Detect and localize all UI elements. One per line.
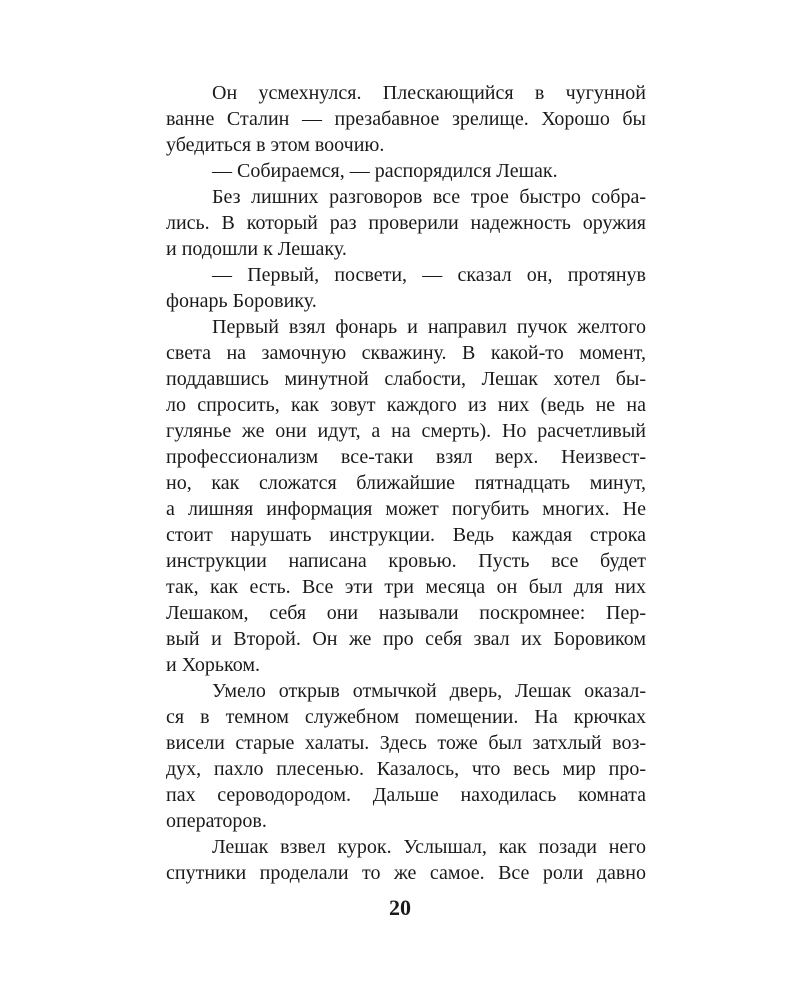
text-line: Без лишних разговоров все трое быстро собра- bbox=[212, 186, 646, 208]
text-line: инструкции написана кровью. Пусть все будет bbox=[166, 550, 646, 572]
text-line: пах сероводородом. Дальше находилась комната bbox=[166, 784, 646, 806]
text-line: света на замочную скважину. В какой-то момент, bbox=[166, 342, 646, 364]
text-line: и Хорьком. bbox=[166, 654, 260, 676]
text-line: ся в темном служебном помещении. На крючках bbox=[166, 706, 646, 728]
text-line: дух, пахло плесенью. Казалось, что весь мир про- bbox=[166, 758, 646, 780]
text-line: профессионализм все-таки взял верх. Неизвест- bbox=[166, 446, 646, 468]
text-line: так, как есть. Все эти три месяца он был для них bbox=[166, 576, 646, 598]
text-line: гулянье же они идут, а на смерть). Но расчетливый bbox=[166, 420, 646, 442]
text-line: стоит нарушать инструкции. Ведь каждая строка bbox=[166, 524, 646, 546]
text-line: Лешаком, себя они называли поскромнее: Пер- bbox=[166, 602, 646, 624]
text-line: но, как сложатся ближайшие пятнадцать минут, bbox=[166, 472, 646, 494]
text-line: а лишняя информация может погубить многих. Не bbox=[166, 498, 646, 520]
text-line: Первый взял фонарь и направил пучок желтого bbox=[212, 316, 646, 338]
text-line: вый и Второй. Он же про себя звал их Боровиком bbox=[166, 628, 646, 650]
page-text bbox=[166, 80, 646, 886]
text-line: — Собираемся, — распорядился Лешак. bbox=[212, 160, 558, 182]
page-number: 20 bbox=[389, 895, 411, 920]
text-line: Он усмехнулся. Плескающийся в чугунной bbox=[212, 82, 646, 104]
text-line: убедиться в этом воочию. bbox=[166, 134, 385, 156]
text-line: поддавшись минутной слабости, Лешак хотел бы- bbox=[166, 368, 646, 390]
text-line: лись. В который раз проверили надежность оружия bbox=[166, 212, 646, 234]
text-line: и подошли к Лешаку. bbox=[166, 238, 347, 260]
text-line: висели старые халаты. Здесь тоже был затхлый воз- bbox=[166, 732, 646, 754]
text-line: спутники проделали то же самое. Все роли давно bbox=[166, 862, 646, 884]
text-line: Лешак взвел курок. Услышал, как позади него bbox=[212, 836, 646, 858]
text-line: Умело открыв отмычкой дверь, Лешак оказал- bbox=[212, 680, 646, 702]
text-line: операторов. bbox=[166, 810, 267, 832]
text-line: фонарь Боровику. bbox=[166, 290, 317, 312]
text-line: ло спросить, как зовут каждого из них (ведь не на bbox=[166, 394, 646, 416]
text-line: — Первый, посвети, — сказал он, протянув bbox=[212, 264, 646, 286]
text-line: ванне Сталин — презабавное зрелище. Хорошо бы bbox=[166, 108, 646, 130]
